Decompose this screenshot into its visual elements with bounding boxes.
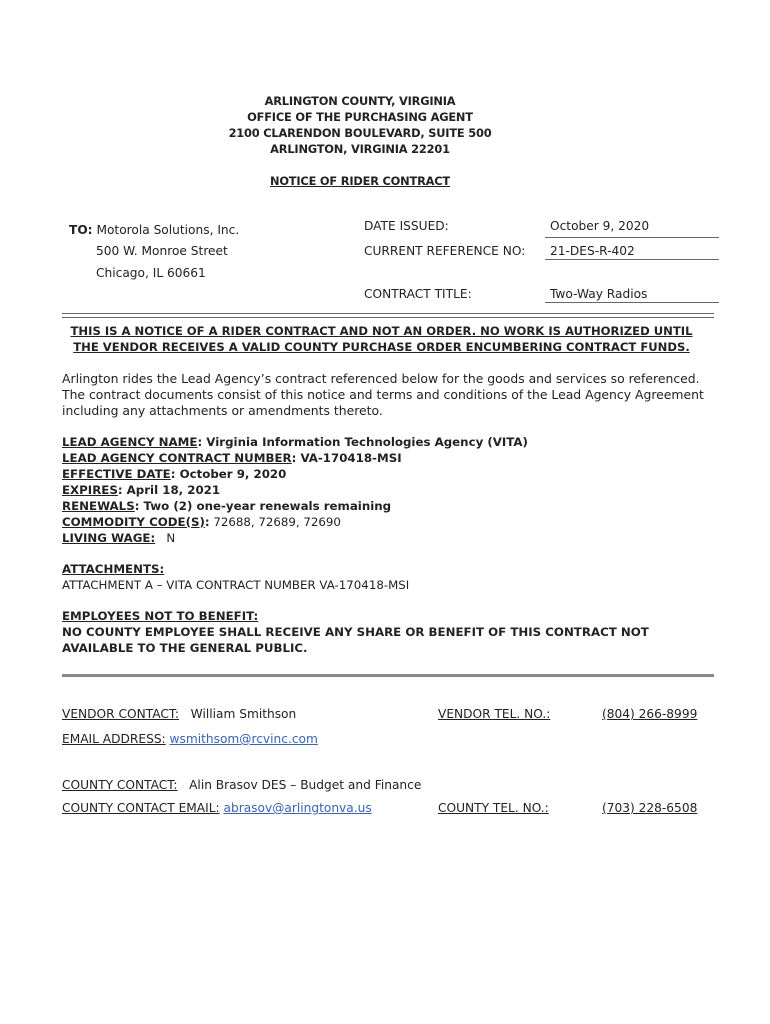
living-wage-line xyxy=(62,530,175,546)
contract-title-label: CONTRACT TITLE: xyxy=(364,287,472,301)
contract-number-line: LEAD AGENCY CONTRACT NUMBER: VA-170418-MSI xyxy=(62,451,402,465)
vendor-tel-label: VENDOR TEL. NO.: xyxy=(438,707,551,721)
county-email-label: COUNTY CONTACT EMAIL: xyxy=(62,801,220,815)
to-block xyxy=(69,223,239,237)
county-contact-label: COUNTY CONTACT: xyxy=(62,778,178,792)
employees-text: NO COUNTY EMPLOYEE SHALL RECEIVE ANY SHARE OR BENEFIT OF THIS CONTRACT NOT AVAILABLE TO THE GENERAL PUBLIC. xyxy=(62,625,649,655)
reference-value: 21-DES-R-402 xyxy=(550,244,635,258)
attachment-item: ATTACHMENT A – VITA CONTRACT NUMBER VA-170418-MSI xyxy=(62,578,410,592)
header-line-address: 2100 CLARENDON BOULEVARD, SUITE 500 xyxy=(228,126,492,140)
renewals-value: Two (2) one-year renewals remaining xyxy=(143,499,392,513)
county-email-link[interactable]: abrasov@arlingtonva.us xyxy=(223,801,372,815)
reference-underline xyxy=(545,259,719,260)
header-line-county: ARLINGTON COUNTY, VIRGINIA xyxy=(264,94,456,108)
contract-number-value: VA-170418-MSI xyxy=(300,451,402,465)
date-issued-underline xyxy=(545,237,719,238)
email-line xyxy=(62,732,318,746)
contract-title-value: Two-Way Radios xyxy=(550,287,648,301)
county-email-line xyxy=(62,801,372,815)
commodity-value: 72688, 72689, 72690 xyxy=(213,515,341,529)
divider-top-2 xyxy=(62,317,714,318)
document-title: NOTICE OF RIDER CONTRACT xyxy=(269,174,450,188)
employees-label: EMPLOYEES NOT TO BENEFIT: xyxy=(62,609,259,623)
vendor-name: Motorola Solutions, Inc. xyxy=(96,223,240,237)
intro-paragraph: Arlington rides the Lead Agency’s contract referenced below for the goods and services so referenced. The contract documents consist of this notice and terms and conditions of the Lead Agency Agreement including any attachments or amendments thereto. xyxy=(62,371,704,419)
contract-title-underline xyxy=(545,302,719,303)
contract-number-label: LEAD AGENCY CONTRACT NUMBER xyxy=(62,451,292,465)
county-contact-value: Alin Brasov DES – Budget and Finance xyxy=(189,778,422,792)
expires-value: April 18, 2021 xyxy=(126,483,221,497)
county-tel-label: COUNTY TEL. NO.: xyxy=(438,801,549,815)
expires-label: EXPIRES xyxy=(62,483,118,497)
date-issued-label: DATE ISSUED: xyxy=(364,219,449,233)
lead-agency-name-value: Virginia Information Technologies Agency (VITA) xyxy=(206,435,528,449)
vendor-city: Chicago, IL 60661 xyxy=(96,266,206,280)
header-line-office: OFFICE OF THE PURCHASING AGENT xyxy=(247,110,473,124)
lead-agency-name-label: LEAD AGENCY NAME xyxy=(62,435,198,449)
header-line-city: ARLINGTON, VIRGINIA 22201 xyxy=(270,142,450,156)
living-wage-label: LIVING WAGE: xyxy=(62,531,156,545)
vendor-email-link[interactable]: wsmithsom@rcvinc.com xyxy=(169,732,318,746)
county-tel-value: (703) 228-6508 xyxy=(602,801,698,815)
attachments-label: ATTACHMENTS: xyxy=(62,562,165,576)
renewals-line: RENEWALS: Two (2) one-year renewals remaining xyxy=(62,499,392,513)
email-label: EMAIL ADDRESS: xyxy=(62,732,166,746)
to-label: TO: xyxy=(69,223,93,237)
living-wage-value: N xyxy=(166,531,176,545)
lead-agency-name-line: LEAD AGENCY NAME: Virginia Information Technologies Agency (VITA) xyxy=(62,435,528,449)
effective-date-value: October 9, 2020 xyxy=(179,467,287,481)
commodity-line: COMMODITY CODE(S): 72688, 72689, 72690 xyxy=(62,515,341,529)
date-issued-value: October 9, 2020 xyxy=(550,219,650,233)
notice-text: THIS IS A NOTICE OF A RIDER CONTRACT AND NOT AN ORDER. NO WORK IS AUTHORIZED UNTIL THE VENDOR RECEIVES A VALID COUNTY PURCHASE ORDER ENCUMBERING CONTRACT FUNDS. xyxy=(70,324,693,354)
vendor-tel-value: (804) 266-8999 xyxy=(602,707,698,721)
vendor-contact-line xyxy=(62,707,296,721)
effective-date-line: EFFECTIVE DATE: October 9, 2020 xyxy=(62,467,287,481)
vendor-contact-label: VENDOR CONTACT: xyxy=(62,707,180,721)
vendor-street: 500 W. Monroe Street xyxy=(96,244,228,258)
effective-date-label: EFFECTIVE DATE xyxy=(62,467,171,481)
commodity-label: COMMODITY CODE(S) xyxy=(62,515,205,529)
divider-top-1 xyxy=(62,313,714,314)
renewals-label: RENEWALS xyxy=(62,499,135,513)
expires-line: EXPIRES: April 18, 2021 xyxy=(62,483,221,497)
divider-thick xyxy=(62,674,714,677)
reference-label: CURRENT REFERENCE NO: xyxy=(364,244,526,258)
county-contact-line xyxy=(62,778,421,792)
vendor-contact-value: William Smithson xyxy=(190,707,297,721)
